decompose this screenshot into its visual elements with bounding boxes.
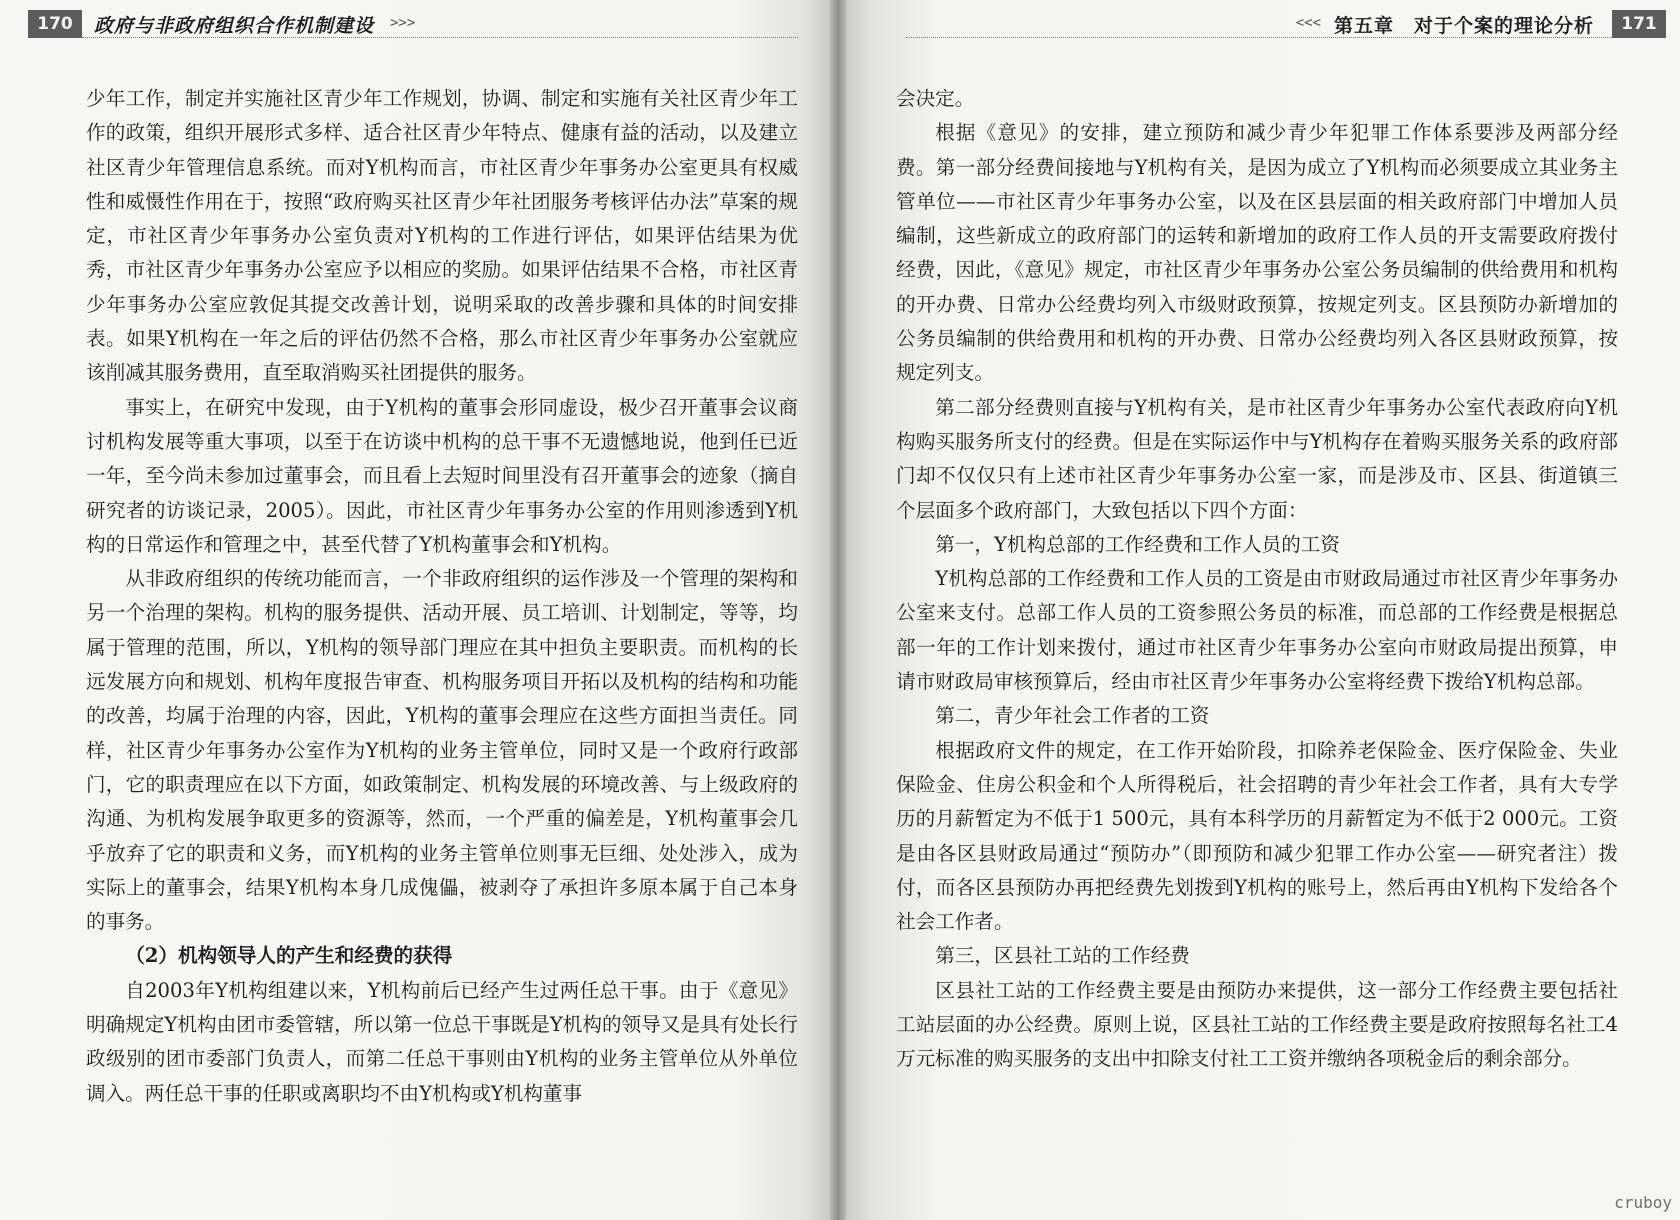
page-number: 170 — [28, 10, 82, 38]
watermark: cruboy — [1614, 1193, 1672, 1212]
paragraph: 会决定。 — [896, 87, 975, 110]
paragraph: 自2003年Y机构组建以来，Y机构前后已经产生过两任总干事。由于《意见》明确规定Y机构由团市委管辖，所以第一位总干事既是Y机构的领导又是具有处长行政级别的团市委部门负责人，而第二任总干事则由Y机构的业务主管单位从外单位调入。两任总干事的任职或离职均不由Y机构或Y机构董事 — [86, 978, 798, 1105]
subheading: 第二，青少年社会工作者的工资 — [935, 704, 1210, 728]
paragraph: 第二部分经费则直接与Y机构有关，是市社区青少年事务办公室代表政府向Y机构购买服务所支付的经费。但是在实际运作中与Y机构存在着购买服务关系的政府部门却不仅仅只有上述市社区青少年事务办公室一家，而是涉及市、区县、街道镇三个层面多个政府部门，大致包括以下四个方面： — [896, 395, 1618, 522]
section-heading: （2）机构领导人的产生和经费的获得 — [125, 944, 453, 968]
right-page-header — [906, 10, 1666, 38]
paragraph: 根据《意见》的安排，建立预防和减少青少年犯罪工作体系要涉及两部分经费。第一部分经费间接地与Y机构有关，是因为成立了Y机构而必须要成立其业务主管单位——市社区青少年事务办公室，以及在区县层面的相关政府部门中增加人员编制，这些新成立的政府部门的运转和新增加的政府工作人员的开支需要政府拨付经费，因此，《意见》规定，市社区青少年事务办公室公务员编制的供给费用和机构的开办费、日常办公经费均列入市级财政预算，按规定列支。区县预防办新增加的公务员编制的供给费用和机构的开办费、日常办公经费均列入各区县财政预算，按规定列支。 — [896, 121, 1618, 385]
right-page — [846, 0, 1680, 1220]
running-title: 第五章 对于个案的理论分析 — [1333, 15, 1594, 37]
header-arrows: >>> — [390, 15, 416, 31]
header-arrows: <<< — [1295, 15, 1321, 31]
left-page — [0, 0, 830, 1220]
page-number: 171 — [1612, 10, 1666, 38]
header-rule — [82, 37, 798, 38]
subheading: 第一，Y机构总部的工作经费和工作人员的工资 — [935, 532, 1340, 556]
paragraph: 事实上，在研究中发现，由于Y机构的董事会形同虚设，极少召开董事会议商讨机构发展等重大事项，以至于在访谈中机构的总干事不无遗憾地说，他到任已近一年，至今尚未参加过董事会，而且看上去短时间里没有召开董事会的迹象（摘自研究者的访谈记录，2005）。因此，市社区青少年事务办公室的作用则渗透到Y机构的日常运作和管理之中，甚至代替了Y机构董事会和Y机构。 — [86, 395, 798, 556]
left-page-body — [86, 82, 798, 1111]
paragraph: 根据政府文件的规定，在工作开始阶段，扣除养老保险金、医疗保险金、失业保险金、住房公积金和个人所得税后，社会招聘的青少年社会工作者，具有大专学历的月薪暂定为不低于1 500元，具有本科学历的月薪暂定为不低于2 000元。工资是由各区县财政局通过“预防办”（即预防和减少犯罪工作办公室——研究者注）拨付，而各区县预防办再把经费先划拨到Y机构的账号上，然后再由Y机构下发给各个社会工作者。 — [896, 738, 1618, 934]
running-title: 政府与非政府组织合作机制建设 — [94, 15, 375, 37]
paragraph: Y机构总部的工作经费和工作人员的工资是由市财政局通过市社区青少年事务办公室来支付。总部工作人员的工资参照公务员的标准，而总部的工作经费是根据总部一年的工作计划来拨付，通过市社区青少年事务办公室向市财政局提出预算，申请市财政局审核预算后，经由市社区青少年事务办公室将经费下拨给Y机构总部。 — [896, 567, 1618, 694]
paragraph: 少年工作，制定并实施社区青少年工作规划，协调、制定和实施有关社区青少年工作的政策，组织开展形式多样、适合社区青少年特点、健康有益的活动，以及建立社区青少年管理信息系统。而对Y机构而言，市社区青少年事务办公室更具有权威性和威慑性作用在于，按照“政府购买社区青少年社团服务考核评估办法”草案的规定，市社区青少年事务办公室负责对Y机构的工作进行评估，如果评估结果为优秀，市社区青少年事务办公室应予以相应的奖励。如果评估结果不合格，市社区青少年事务办公室应敦促其提交改善计划，说明采取的改善步骤和具体的时间安排表。如果Y机构在一年之后的评估仍然不合格，那么市社区青少年事务办公室就应该削减其服务费用，直至取消购买社团提供的服务。 — [86, 87, 798, 385]
paragraph: 区县社工站的工作经费主要是由预防办来提供，这一部分工作经费主要包括社工站层面的办公经费。原则上说，区县社工站的工作经费主要是政府按照每名社工4万元标准的购买服务的支出中扣除支付社工工资并缴纳各项税金后的剩余部分。 — [896, 978, 1618, 1071]
book-gutter — [830, 0, 846, 1220]
left-page-header — [28, 10, 798, 38]
subheading: 第三，区县社工站的工作经费 — [935, 944, 1190, 968]
right-page-body — [896, 82, 1618, 1077]
paragraph: 从非政府组织的传统功能而言，一个非政府组织的运作涉及一个管理的架构和另一个治理的架构。机构的服务提供、活动开展、员工培训、计划制定，等等，均属于管理的范围，所以，Y机构的领导部门理应在其中担负主要职责。而机构的长远发展方向和规划、机构年度报告审查、机构服务项目开拓以及机构的结构和功能的改善，均属于治理的内容，因此，Y机构的董事会理应在这些方面担当责任。同样，社区青少年事务办公室作为Y机构的业务主管单位，同时又是一个政府行政部门，它的职责理应在以下方面，如政策制定、机构发展的环境改善、与上级政府的沟通、为机构发展争取更多的资源等，然而，一个严重的偏差是，Y机构董事会几乎放弃了它的职责和义务，而Y机构的业务主管单位则事无巨细、处处涉入，成为实际上的董事会，结果Y机构本身几成傀儡，被剥夺了承担许多原本属于自己本身的事务。 — [86, 567, 798, 934]
